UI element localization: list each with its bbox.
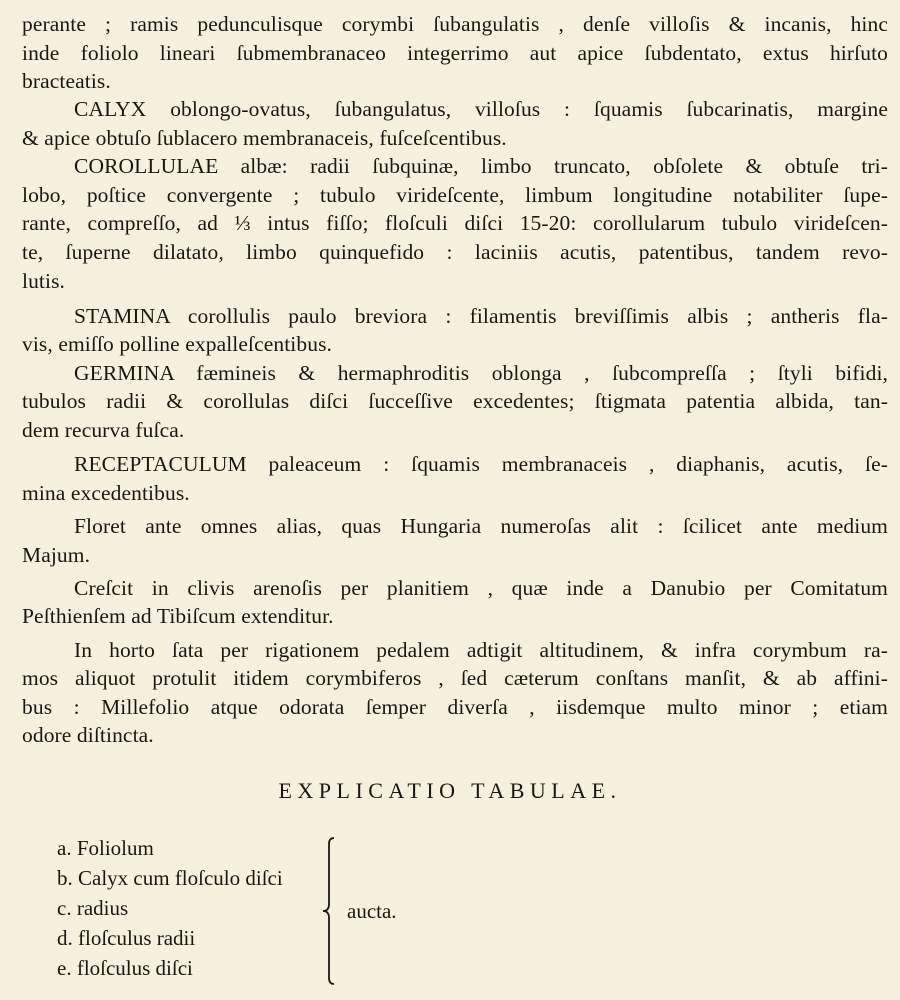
paragraph-calyx: CALYX oblongo-ovatus, ſubangulatus, villoſus : ſquamis ſubcarinatis, margine bbox=[74, 97, 888, 121]
paragraph-in-horto: In horto ſata per rigationem pedalem adtigit altitudinem, & infra corymbum ra- bbox=[74, 638, 888, 662]
paragraph-crescit: Creſcit in clivis arenoſis per planitiem , quæ inde a Danubio per Comitatum bbox=[74, 576, 888, 600]
text-line: bus : Millefolio atque odorata ſemper diverſa , iisdemque multo minor ; etiam bbox=[22, 695, 888, 719]
text-line: mina excedentibus. bbox=[22, 481, 190, 505]
paragraph-germina: GERMINA fæmineis & hermaphroditis oblonga , ſubcompreſſa ; ſtyli bifidi, bbox=[74, 361, 888, 385]
explicatio-item: c. radius bbox=[57, 896, 129, 920]
paragraph-floret: Floret ante omnes alias, quas Hungaria numeroſas alit : ſcilicet ante medium bbox=[74, 514, 888, 538]
text-line: odore diſtincta. bbox=[22, 723, 154, 747]
paragraph-receptaculum: RECEPTACULUM paleaceum : ſquamis membranaceis , diaphanis, acutis, ſe- bbox=[74, 452, 888, 476]
explicatio-item: d. floſculus radii bbox=[57, 926, 196, 950]
section-heading: EXPLICATIO TABULAE. bbox=[278, 778, 622, 803]
text-line: mos aliquot protulit itidem corymbiferos , ſed cæterum conſtans manſit, & ab affini- bbox=[22, 666, 888, 690]
explicatio-item: a. Foliolum bbox=[57, 836, 154, 860]
paragraph-stamina: STAMINA corollulis paulo breviora : filamentis breviſſimis albis ; antheris fla- bbox=[74, 304, 888, 328]
text-line: Majum. bbox=[22, 543, 91, 567]
paragraph-corollulae: COROLLULAE albæ: radii ſubquinæ, limbo truncato, obſolete & obtuſe tri- bbox=[74, 154, 888, 178]
explicatio-item: e. floſculus diſci bbox=[57, 956, 193, 980]
text-line: te, ſuperne dilatato, limbo quinquefido : laciniis acutis, patentibus, tandem revo- bbox=[22, 240, 888, 264]
explicatio-item: b. Calyx cum floſculo diſci bbox=[57, 866, 283, 890]
text-line: rante, compreſſo, ad ⅓ intus fiſſo; floſculi diſci 15-20: corollularum tubulo virideſcen- bbox=[22, 211, 888, 235]
brace-label: aucta. bbox=[347, 899, 397, 923]
text-line: perante ; ramis pedunculisque corymbi ſubangulatis , denſe villoſis & incanis, hinc bbox=[22, 12, 888, 36]
text-line: bracteatis. bbox=[22, 69, 111, 93]
text-line: lobo, poſtice convergente ; tubulo virideſcente, limbum longitudine notabiliter ſupe- bbox=[22, 183, 888, 207]
text-line: vis, emiſſo polline expalleſcentibus. bbox=[22, 332, 333, 356]
curly-brace-icon bbox=[318, 836, 342, 986]
text-line: & apice obtuſo ſublacero membranaceis, fuſceſcentibus. bbox=[22, 126, 507, 150]
text-line: Peſthienſem ad Tibiſcum extenditur. bbox=[22, 604, 334, 628]
text-line: inde foliolo lineari ſubmembranaceo integerrimo aut apice ſubdentato, extus hirſuto bbox=[22, 41, 888, 65]
text-line: dem recurva fuſca. bbox=[22, 418, 185, 442]
text-line: lutis. bbox=[22, 269, 66, 293]
text-line: tubulos radii & corollulas diſci ſucceſſive excedentes; ſtigmata patentia albida, tan- bbox=[22, 389, 888, 413]
